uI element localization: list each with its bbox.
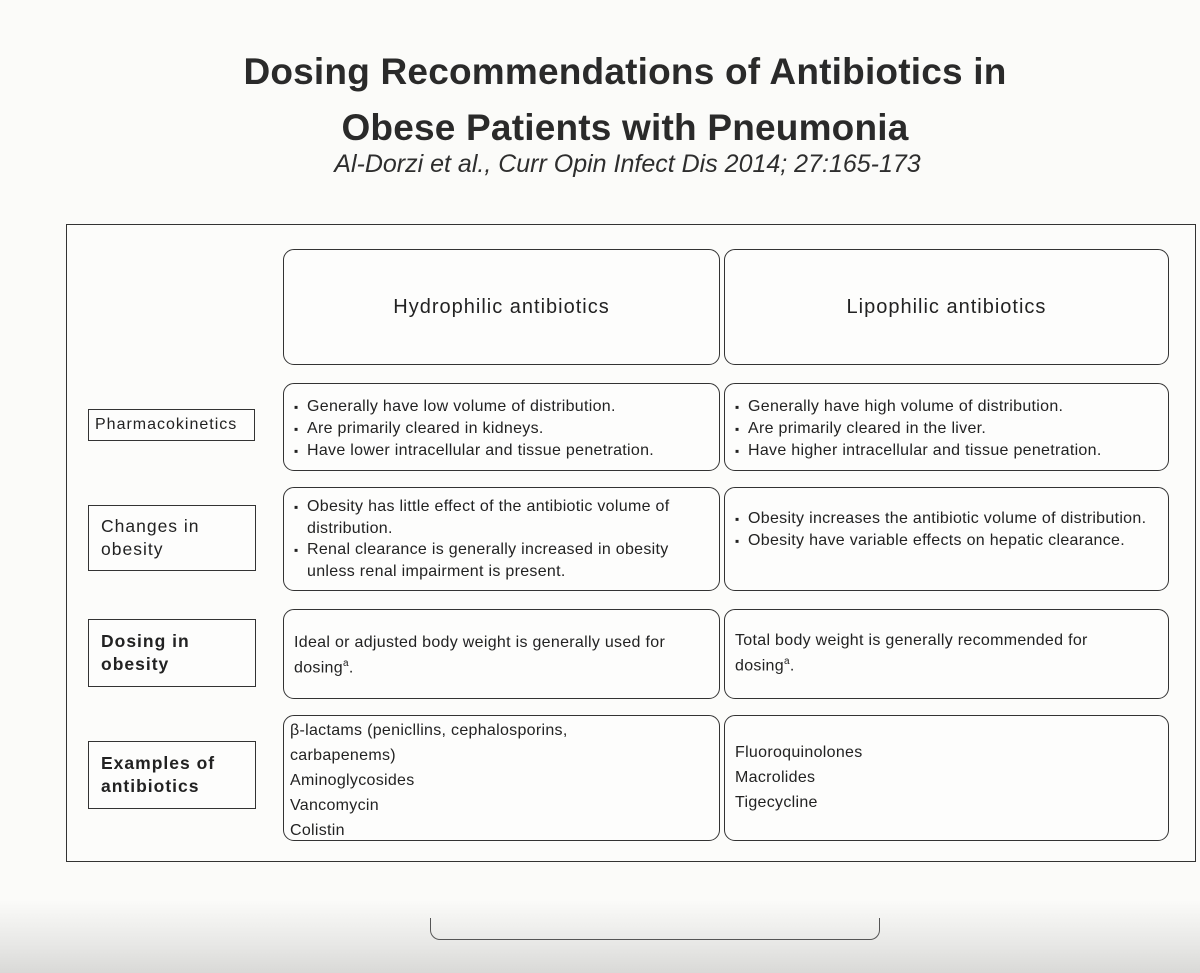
list-item: Tigecycline: [735, 794, 818, 811]
cell-changes-lipophilic: [724, 487, 1169, 591]
list-item: Macrolides: [735, 769, 816, 786]
examples-label-line-1: Examples of: [101, 753, 216, 773]
dosing-label-line-1: Dosing in: [101, 631, 190, 651]
list-item: ▪ Obesity has little effect of the antibiotic volume of distribution.: [294, 496, 709, 539]
examples-label-line-2: antibiotics: [101, 776, 200, 796]
list-item: ▪ Generally have high volume of distribution.: [735, 396, 1158, 418]
row-label-changes-in-obesity: [88, 505, 256, 571]
list-item: ▪ Have higher intracellular and tissue penetration.: [735, 440, 1158, 462]
cell-examples-hydrophilic: [283, 715, 720, 841]
list-item: ▪ Obesity increases the antibiotic volume of distribution.: [735, 508, 1158, 530]
list-item: ▪ Are primarily cleared in kidneys.: [294, 418, 709, 440]
changes-label-line-1: Changes in: [101, 516, 200, 536]
comparison-table: [66, 224, 1196, 862]
pharmacokinetics-label: Pharmacokinetics: [95, 416, 238, 433]
row-label-dosing-in-obesity: [88, 619, 256, 687]
cell-dosing-lipophilic: [724, 609, 1169, 699]
cell-pk-hydrophilic: [283, 383, 720, 471]
footnote-mark: a: [783, 656, 790, 667]
title-line-1: Dosing Recommendations of Antibiotics in: [243, 51, 1007, 92]
cell-changes-hydrophilic: [283, 487, 720, 591]
dosing-label-line-2: obesity: [101, 654, 170, 674]
slide-title: [0, 44, 1200, 156]
footnote-mark: a: [342, 658, 349, 669]
row-label-pharmacokinetics: [88, 409, 255, 441]
binder-tab-outline: [430, 918, 880, 940]
list-item: Colistin: [290, 822, 345, 839]
title-line-2: Obese Patients with Pneumonia: [341, 107, 909, 148]
cell-pk-lipophilic: [724, 383, 1169, 471]
list-item: Aminoglycosides: [290, 772, 415, 789]
changes-label-line-2: obesity: [101, 539, 164, 559]
header-lipophilic: [724, 249, 1169, 365]
citation: Al-Dorzi et al., Curr Opin Infect Dis 2014; 27:165-173: [334, 150, 921, 178]
cell-dosing-hydrophilic: [283, 609, 720, 699]
list-item: β-lactams (penicllins, cephalosporins, carbapenems): [290, 722, 568, 764]
cell-examples-lipophilic: [724, 715, 1169, 841]
header-hydrophilic: [283, 249, 720, 365]
dosing-lipophilic-text: Total body weight is generally recommended for dosing: [735, 632, 1088, 675]
dosing-lipophilic-period: .: [789, 657, 795, 675]
list-item: ▪ Renal clearance is generally increased in obesity unless renal impairment is present.: [294, 539, 709, 582]
list-item: ▪ Generally have low volume of distribution.: [294, 396, 709, 418]
header-hydrophilic-label: Hydrophilic antibiotics: [393, 295, 610, 318]
dosing-hydrophilic-text: Ideal or adjusted body weight is generally used for dosing: [294, 634, 666, 677]
header-lipophilic-label: Lipophilic antibiotics: [846, 295, 1047, 318]
list-item: ▪ Are primarily cleared in the liver.: [735, 418, 1158, 440]
list-item: Vancomycin: [290, 797, 379, 814]
dosing-hydrophilic-period: .: [348, 659, 354, 677]
list-item: ▪ Have lower intracellular and tissue penetration.: [294, 440, 709, 462]
row-label-examples: [88, 741, 256, 809]
list-item: ▪ Obesity have variable effects on hepatic clearance.: [735, 530, 1158, 552]
list-item: Fluoroquinolones: [735, 744, 863, 761]
